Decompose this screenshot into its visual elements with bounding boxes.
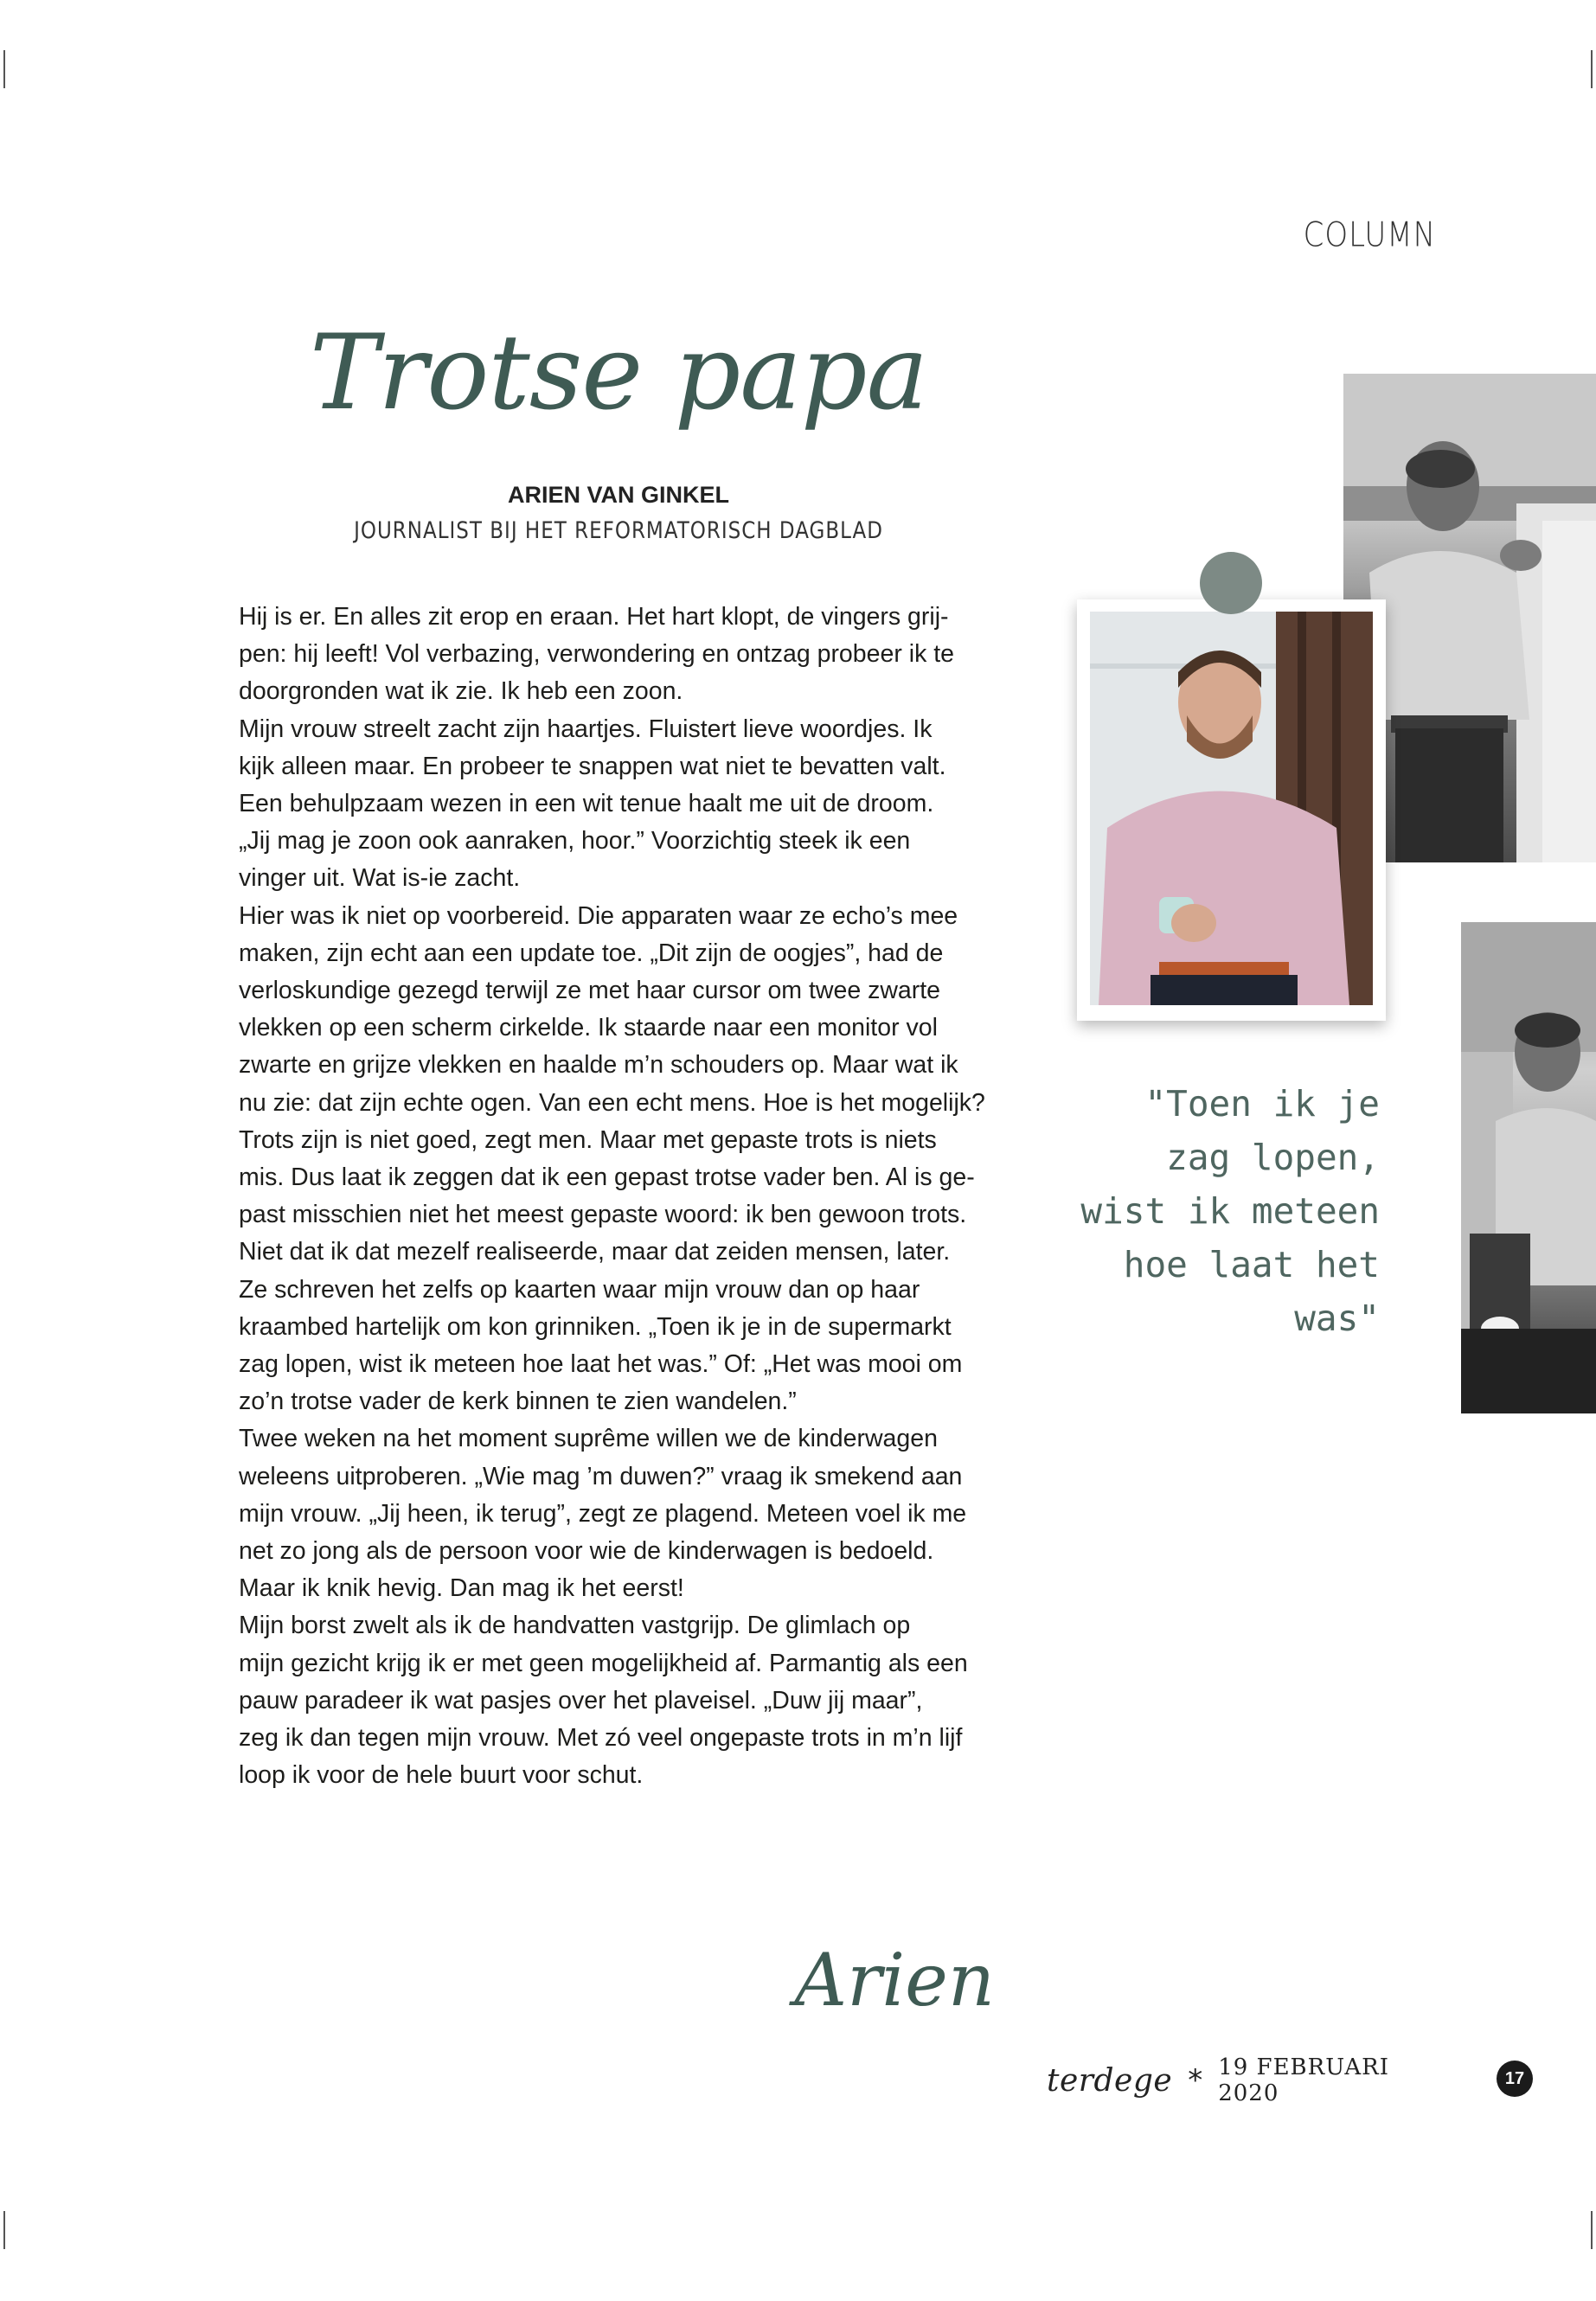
- pull-quote-line: was": [1294, 1298, 1380, 1339]
- portrait-illustration: [1090, 612, 1373, 1005]
- pull-quote: [1042, 1077, 1380, 1345]
- pull-quote-line: zag lopen,: [1166, 1137, 1380, 1178]
- crop-mark-bottom-left: [3, 2211, 5, 2249]
- body-line: vinger uit. Wat is-ie zacht.: [239, 864, 521, 893]
- body-line: mijn gezicht krijg ik er met geen mogelijkheid af. Parmantig als een: [239, 1649, 968, 1677]
- body-line: loop ik voor de hele buurt voor schut.: [239, 1761, 644, 1790]
- page-number: 17: [1497, 2061, 1533, 2097]
- body-line: zo’n trotse vader de kerk binnen te zien wandelen.”: [239, 1388, 797, 1416]
- body-line: kraambed hartelijk om kon grinniken. „Toen ik je in de supermarkt: [239, 1312, 952, 1341]
- pull-quote-line: "Toen ik je: [1144, 1083, 1380, 1125]
- body-line: Hij is er. En alles zit erop en eraan. Het hart klopt, de vingers grij-: [239, 603, 949, 631]
- body-line: mis. Dus laat ik zeggen dat ik een gepast trotse vader ben. Al is ge-: [239, 1163, 975, 1192]
- body-line: zag lopen, wist ik meteen hoe laat het was.” Of: „Het was mooi om: [239, 1350, 963, 1379]
- body-line: zwarte en grijze vlekken en haalde m’n schouders op. Maar wat ik: [239, 1051, 958, 1080]
- body-line: Niet dat ik dat mezelf realiseerde, maar dat zeiden mensen, later.: [239, 1238, 951, 1266]
- body-line: Hier was ik niet op voorbereid. Die apparaten waar ze echo’s mee: [239, 901, 958, 930]
- portrait-polaroid: [1077, 599, 1386, 1021]
- body-line: net zo jong als de persoon voor wie de kinderwagen is bedoeld.: [239, 1537, 934, 1566]
- body-line: Maar ik knik hevig. Dan mag ik het eerst!: [239, 1574, 684, 1603]
- body-line: doorgronden wat ik zie. Ik heb een zoon.: [239, 677, 683, 706]
- body-line: nu zie: dat zijn echte ogen. Van een echt mens. Hoe is het mogelijk?: [239, 1088, 985, 1117]
- photo-coffee-illustration: [1461, 922, 1596, 1413]
- photo-coffee-machine: [1461, 922, 1596, 1413]
- section-label: COLUMN: [1303, 215, 1436, 255]
- body-line: pen: hij leeft! Vol verbazing, verwondering en ontzag probeer ik te: [239, 640, 955, 669]
- body-line: Een behulpzaam wezen in een wit tenue haalt me uit de droom.: [239, 790, 934, 818]
- pull-quote-line: hoe laat het: [1123, 1244, 1380, 1285]
- pin-dot: [1200, 552, 1262, 614]
- body-line: zeg ik dan tegen mijn vrouw. Met zó veel ongepaste trots in m’n lijf: [239, 1724, 963, 1753]
- magazine-brand: terdege: [1047, 2062, 1173, 2099]
- body-line: „Jij mag je zoon ook aanraken, hoor.” Voorzichtig steek ik een: [239, 827, 911, 856]
- portrait-photo: [1090, 612, 1373, 1005]
- body-line: Mijn borst zwelt als ik de handvatten vastgrijp. De glimlach op: [239, 1612, 911, 1640]
- body-line: mijn vrouw. „Jij heen, ik terug”, zegt ze plagend. Meteen voel ik me: [239, 1499, 967, 1528]
- body-line: Trots zijn is niet goed, zegt men. Maar met gepaste trots is niets: [239, 1125, 937, 1154]
- body-line: Mijn vrouw streelt zacht zijn haartjes. Fluistert lieve woordjes. Ik: [239, 715, 933, 743]
- body-line: Twee weken na het moment suprême willen we de kinderwagen: [239, 1425, 938, 1453]
- body-line: past misschien niet het meest gepaste woord: ik ben gewoon trots.: [239, 1201, 967, 1229]
- author-signature: Arien: [794, 1938, 995, 2022]
- pull-quote-line: wist ik meteen: [1080, 1190, 1380, 1232]
- body-line: kijk alleen maar. En probeer te snappen wat niet te bevatten valt.: [239, 752, 946, 780]
- body-line: vlekken op een scherm cirkelde. Ik staarde naar een monitor vol: [239, 1014, 938, 1042]
- body-line: pauw paradeer ik wat pasjes over het plaveisel. „Duw jij maar”,: [239, 1686, 923, 1715]
- author-role: JOURNALIST BIJ HET REFORMATORISCH DAGBLAD: [354, 518, 883, 544]
- crop-mark-top-left: [3, 50, 5, 88]
- body-line: Ze schreven het zelfs op kaarten waar mijn vrouw dan op haar: [239, 1275, 920, 1304]
- page-footer: [1047, 2054, 1445, 2106]
- footer-separator: *: [1188, 2063, 1203, 2098]
- article-title: Trotse papa: [309, 313, 928, 433]
- crop-mark-bottom-right: [1591, 2211, 1593, 2249]
- body-line: verloskundige gezegd terwijl ze met haar cursor om twee zwarte: [239, 977, 941, 1005]
- issue-date: 19 FEBRUARI 2020: [1218, 2054, 1389, 2106]
- body-line: maken, zijn echt aan een update toe. „Dit zijn de oogjes”, had de: [239, 939, 944, 967]
- crop-mark-top-right: [1591, 50, 1593, 88]
- article-body: [239, 599, 1009, 1795]
- author-name: ARIEN VAN GINKEL: [507, 482, 729, 508]
- body-line: weleens uitproberen. „Wie mag ’m duwen?” vraag ik smekend aan: [239, 1462, 963, 1490]
